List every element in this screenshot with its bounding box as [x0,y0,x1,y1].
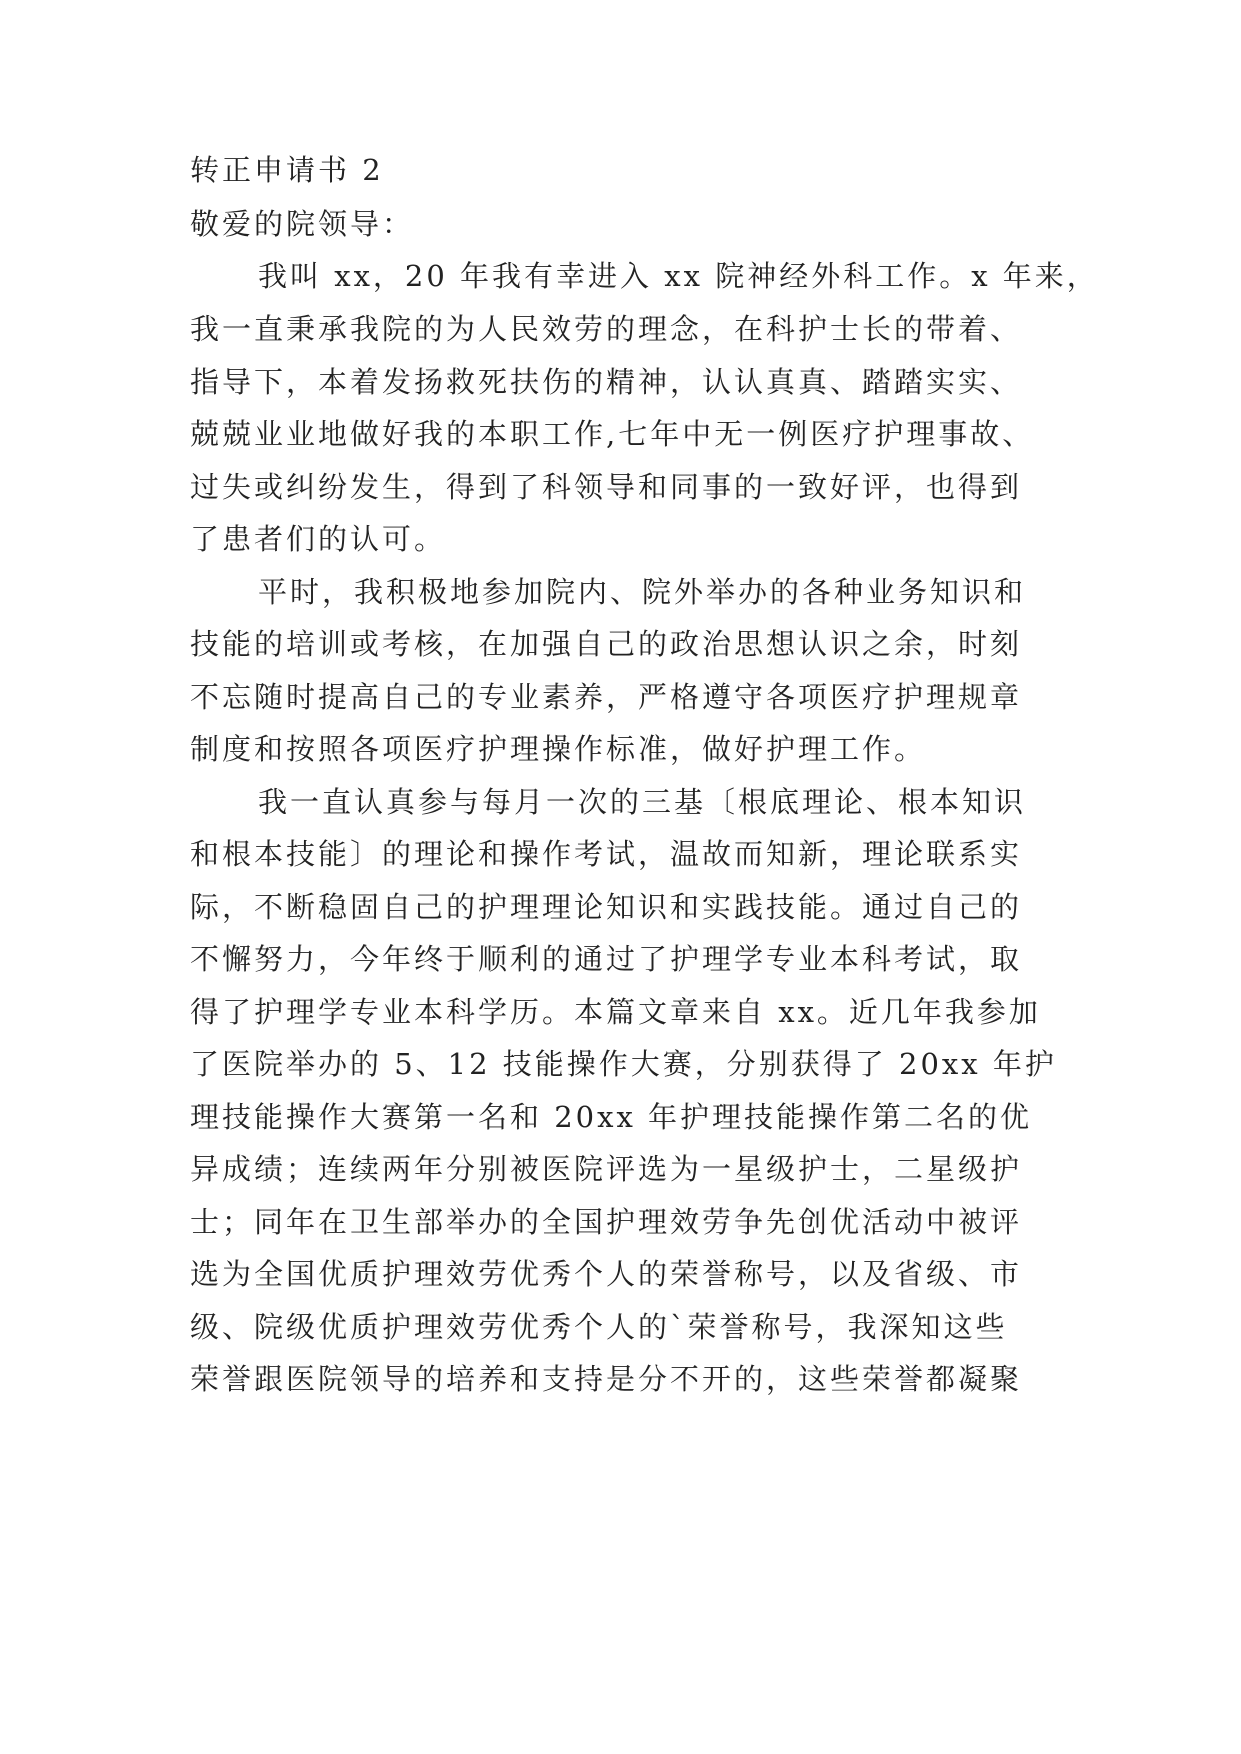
salutation: 敬爱的院领导： [190,207,415,241]
paragraph-line: 平时，我积极地参加院内、院外举办的各种业务知识和 [258,575,1027,609]
paragraph-line: 我一直秉承我院的为人民效劳的理念，在科护士长的带着、 [190,312,1023,346]
paragraph-line: 指导下，本着发扬救死扶伤的精神，认认真真、踏踏实实、 [190,365,1023,399]
paragraph-line: 了医院举办的 5、12 技能操作大赛，分别获得了 20xx 年护 [190,1047,1057,1081]
paragraph-line: 我一直认真参与每月一次的三基〔根底理论、根本知识 [258,785,1027,819]
paragraph-line: 了患者们的认可。 [190,522,447,556]
paragraph-line: 不忘随时提高自己的专业素养，严格遵守各项医疗护理规章 [190,680,1023,714]
paragraph-line: 得了护理学专业本科学历。本篇文章来自 xx。近几年我参加 [190,995,1041,1029]
paragraph-line: 我叫 xx，20 年我有幸进入 xx 院神经外科工作。x 年来， [258,259,1099,293]
paragraph-line: 兢兢业业地做好我的本职工作,七年中无一例医疗护理事故、 [190,417,1035,451]
paragraph-line: 过失或纠纷发生，得到了科领导和同事的一致好评，也得到 [190,470,1023,504]
paragraph-line: 制度和按照各项医疗护理操作标准，做好护理工作。 [190,732,927,766]
document-title: 转正申请书 2 [190,153,384,187]
paragraph-line: 不懈努力，今年终于顺利的通过了护理学专业本科考试，取 [190,942,1023,976]
paragraph-line: 士；同年在卫生部举办的全国护理效劳争先创优活动中被评 [190,1205,1023,1239]
paragraph-line: 选为全国优质护理效劳优秀个人的荣誉称号，以及省级、市 [190,1257,1023,1291]
paragraph-line: 荣誉跟医院领导的培养和支持是分不开的，这些荣誉都凝聚 [190,1362,1023,1396]
paragraph-line: 级、院级优质护理效劳优秀个人的`荣誉称号，我深知这些 [190,1310,1008,1344]
paragraph-line: 理技能操作大赛第一名和 20xx 年护理技能操作第二名的优 [190,1100,1033,1134]
paragraph-line: 异成绩；连续两年分别被医院评选为一星级护士，二星级护 [190,1152,1023,1186]
paragraph-line: 和根本技能〕的理论和操作考试，温故而知新，理论联系实 [190,837,1023,871]
paragraph-line: 际，不断稳固自己的护理理论知识和实践技能。通过自己的 [190,890,1023,924]
paragraph-line: 技能的培训或考核，在加强自己的政治思想认识之余，时刻 [190,627,1023,661]
